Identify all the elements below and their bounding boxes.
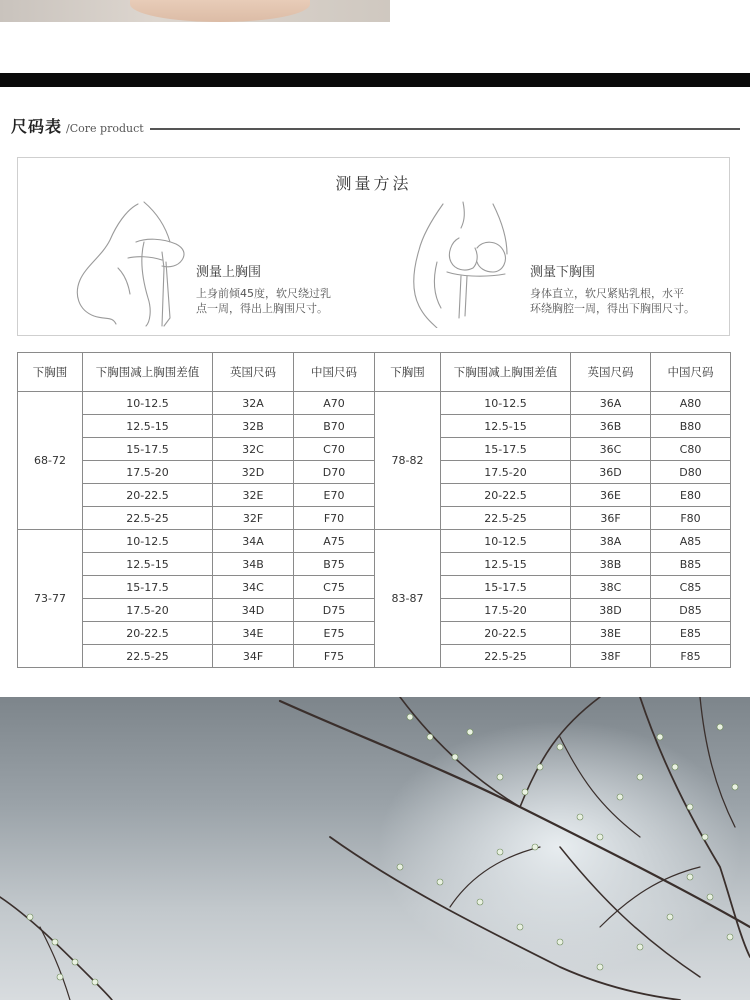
uk-size-cell: 34B: [213, 553, 294, 576]
uk-size-cell: 36F: [571, 507, 651, 530]
cn-size-cell: B70: [294, 415, 375, 438]
header-uk-size: 英国尺码: [213, 353, 294, 392]
cn-size-cell: B75: [294, 553, 375, 576]
uk-size-cell: 32F: [213, 507, 294, 530]
difference-cell: 17.5-20: [83, 599, 213, 622]
cn-size-cell: C70: [294, 438, 375, 461]
uk-size-cell: 38A: [571, 530, 651, 553]
uk-size-cell: 36B: [571, 415, 651, 438]
difference-cell: 22.5-25: [83, 645, 213, 668]
table-row: [18, 415, 731, 438]
table-row: [18, 553, 731, 576]
cn-size-cell: F75: [294, 645, 375, 668]
uk-size-cell: 38B: [571, 553, 651, 576]
heading-subtitle: /Core product: [66, 122, 144, 135]
cn-size-cell: C85: [651, 576, 731, 599]
upper-bust-figure: [66, 198, 206, 328]
uk-size-cell: 32D: [213, 461, 294, 484]
size-table-header: [18, 353, 731, 392]
uk-size-cell: 38E: [571, 622, 651, 645]
cn-size-cell: D75: [294, 599, 375, 622]
cn-size-cell: D85: [651, 599, 731, 622]
uk-size-cell: 34A: [213, 530, 294, 553]
difference-cell: 10-12.5: [441, 392, 571, 415]
under-bust-range-cell: 78-82: [375, 392, 441, 530]
difference-cell: 12.5-15: [83, 553, 213, 576]
table-row: [18, 599, 731, 622]
header-uk-size: 英国尺码: [571, 353, 651, 392]
uk-size-cell: 34E: [213, 622, 294, 645]
under-bust-range-cell: 73-77: [18, 530, 83, 668]
under-bust-range-cell: 83-87: [375, 530, 441, 668]
uk-size-cell: 32B: [213, 415, 294, 438]
header-under-bust: 下胸围: [375, 353, 441, 392]
cn-size-cell: F85: [651, 645, 731, 668]
cn-size-cell: A85: [651, 530, 731, 553]
upper-bust-text-1: 上身前倾45度，软尺绕过乳: [196, 287, 331, 300]
table-row: [18, 507, 731, 530]
difference-cell: 20-22.5: [83, 484, 213, 507]
uk-size-cell: 36D: [571, 461, 651, 484]
upper-bust-text-2: 点一周，得出上胸围尺寸。: [196, 302, 328, 315]
cn-size-cell: A70: [294, 392, 375, 415]
heading-rule: [150, 128, 740, 130]
uk-size-cell: 38C: [571, 576, 651, 599]
table-row: [18, 622, 731, 645]
difference-cell: 17.5-20: [441, 599, 571, 622]
cn-size-cell: D70: [294, 461, 375, 484]
table-row: [18, 530, 731, 553]
uk-size-cell: 34F: [213, 645, 294, 668]
uk-size-cell: 36C: [571, 438, 651, 461]
difference-cell: 17.5-20: [83, 461, 213, 484]
cn-size-cell: A80: [651, 392, 731, 415]
difference-cell: 12.5-15: [441, 553, 571, 576]
table-row: [18, 392, 731, 415]
cn-size-cell: E70: [294, 484, 375, 507]
top-product-photo: [0, 0, 390, 22]
difference-cell: 15-17.5: [83, 576, 213, 599]
difference-cell: 15-17.5: [441, 576, 571, 599]
header-difference: 下胸围减上胸围差值: [83, 353, 213, 392]
upper-bust-title: 测量上胸围: [196, 265, 262, 280]
section-divider-bar: [0, 73, 750, 87]
header-under-bust: 下胸围: [18, 353, 83, 392]
size-table-body: [18, 392, 731, 668]
measurement-panel: [17, 157, 730, 336]
under-bust-range-cell: 68-72: [18, 392, 83, 530]
difference-cell: 15-17.5: [441, 438, 571, 461]
difference-cell: 15-17.5: [83, 438, 213, 461]
difference-cell: 12.5-15: [441, 415, 571, 438]
uk-size-cell: 32A: [213, 392, 294, 415]
difference-cell: 17.5-20: [441, 461, 571, 484]
table-row: [18, 484, 731, 507]
bottom-branch-photo: [0, 697, 750, 1000]
uk-size-cell: 36E: [571, 484, 651, 507]
cn-size-cell: F70: [294, 507, 375, 530]
cn-size-cell: A75: [294, 530, 375, 553]
branches-illustration: [0, 697, 750, 1000]
difference-cell: 22.5-25: [83, 507, 213, 530]
table-row: [18, 576, 731, 599]
section-heading: [11, 114, 144, 138]
difference-cell: 22.5-25: [441, 507, 571, 530]
table-row: [18, 438, 731, 461]
cn-size-cell: B85: [651, 553, 731, 576]
measurement-title: 测量方法: [335, 174, 412, 193]
cn-size-cell: C80: [651, 438, 731, 461]
cn-size-cell: C75: [294, 576, 375, 599]
uk-size-cell: 32C: [213, 438, 294, 461]
size-table: [17, 352, 731, 668]
difference-cell: 10-12.5: [83, 530, 213, 553]
heading-title: 尺码表: [11, 117, 63, 136]
table-row: [18, 645, 731, 668]
header-cn-size: 中国尺码: [294, 353, 375, 392]
uk-size-cell: 34D: [213, 599, 294, 622]
cn-size-cell: E80: [651, 484, 731, 507]
under-bust-text-2: 环绕胸腔一周，得出下胸围尺寸。: [530, 302, 695, 315]
cn-size-cell: F80: [651, 507, 731, 530]
difference-cell: 20-22.5: [83, 622, 213, 645]
uk-size-cell: 38D: [571, 599, 651, 622]
difference-cell: 12.5-15: [83, 415, 213, 438]
difference-cell: 10-12.5: [83, 392, 213, 415]
uk-size-cell: 32E: [213, 484, 294, 507]
uk-size-cell: 36A: [571, 392, 651, 415]
difference-cell: 22.5-25: [441, 645, 571, 668]
cn-size-cell: B80: [651, 415, 731, 438]
cn-size-cell: E75: [294, 622, 375, 645]
header-cn-size: 中国尺码: [651, 353, 731, 392]
difference-cell: 20-22.5: [441, 484, 571, 507]
uk-size-cell: 38F: [571, 645, 651, 668]
table-row: [18, 461, 731, 484]
difference-cell: 20-22.5: [441, 622, 571, 645]
under-bust-figure: [403, 198, 543, 328]
under-bust-text-1: 身体直立，软尺紧贴乳根，水平: [530, 287, 684, 300]
top-photo-skin: [130, 0, 310, 22]
cn-size-cell: E85: [651, 622, 731, 645]
cn-size-cell: D80: [651, 461, 731, 484]
difference-cell: 10-12.5: [441, 530, 571, 553]
uk-size-cell: 34C: [213, 576, 294, 599]
header-difference: 下胸围减上胸围差值: [441, 353, 571, 392]
under-bust-title: 测量下胸围: [530, 265, 596, 280]
